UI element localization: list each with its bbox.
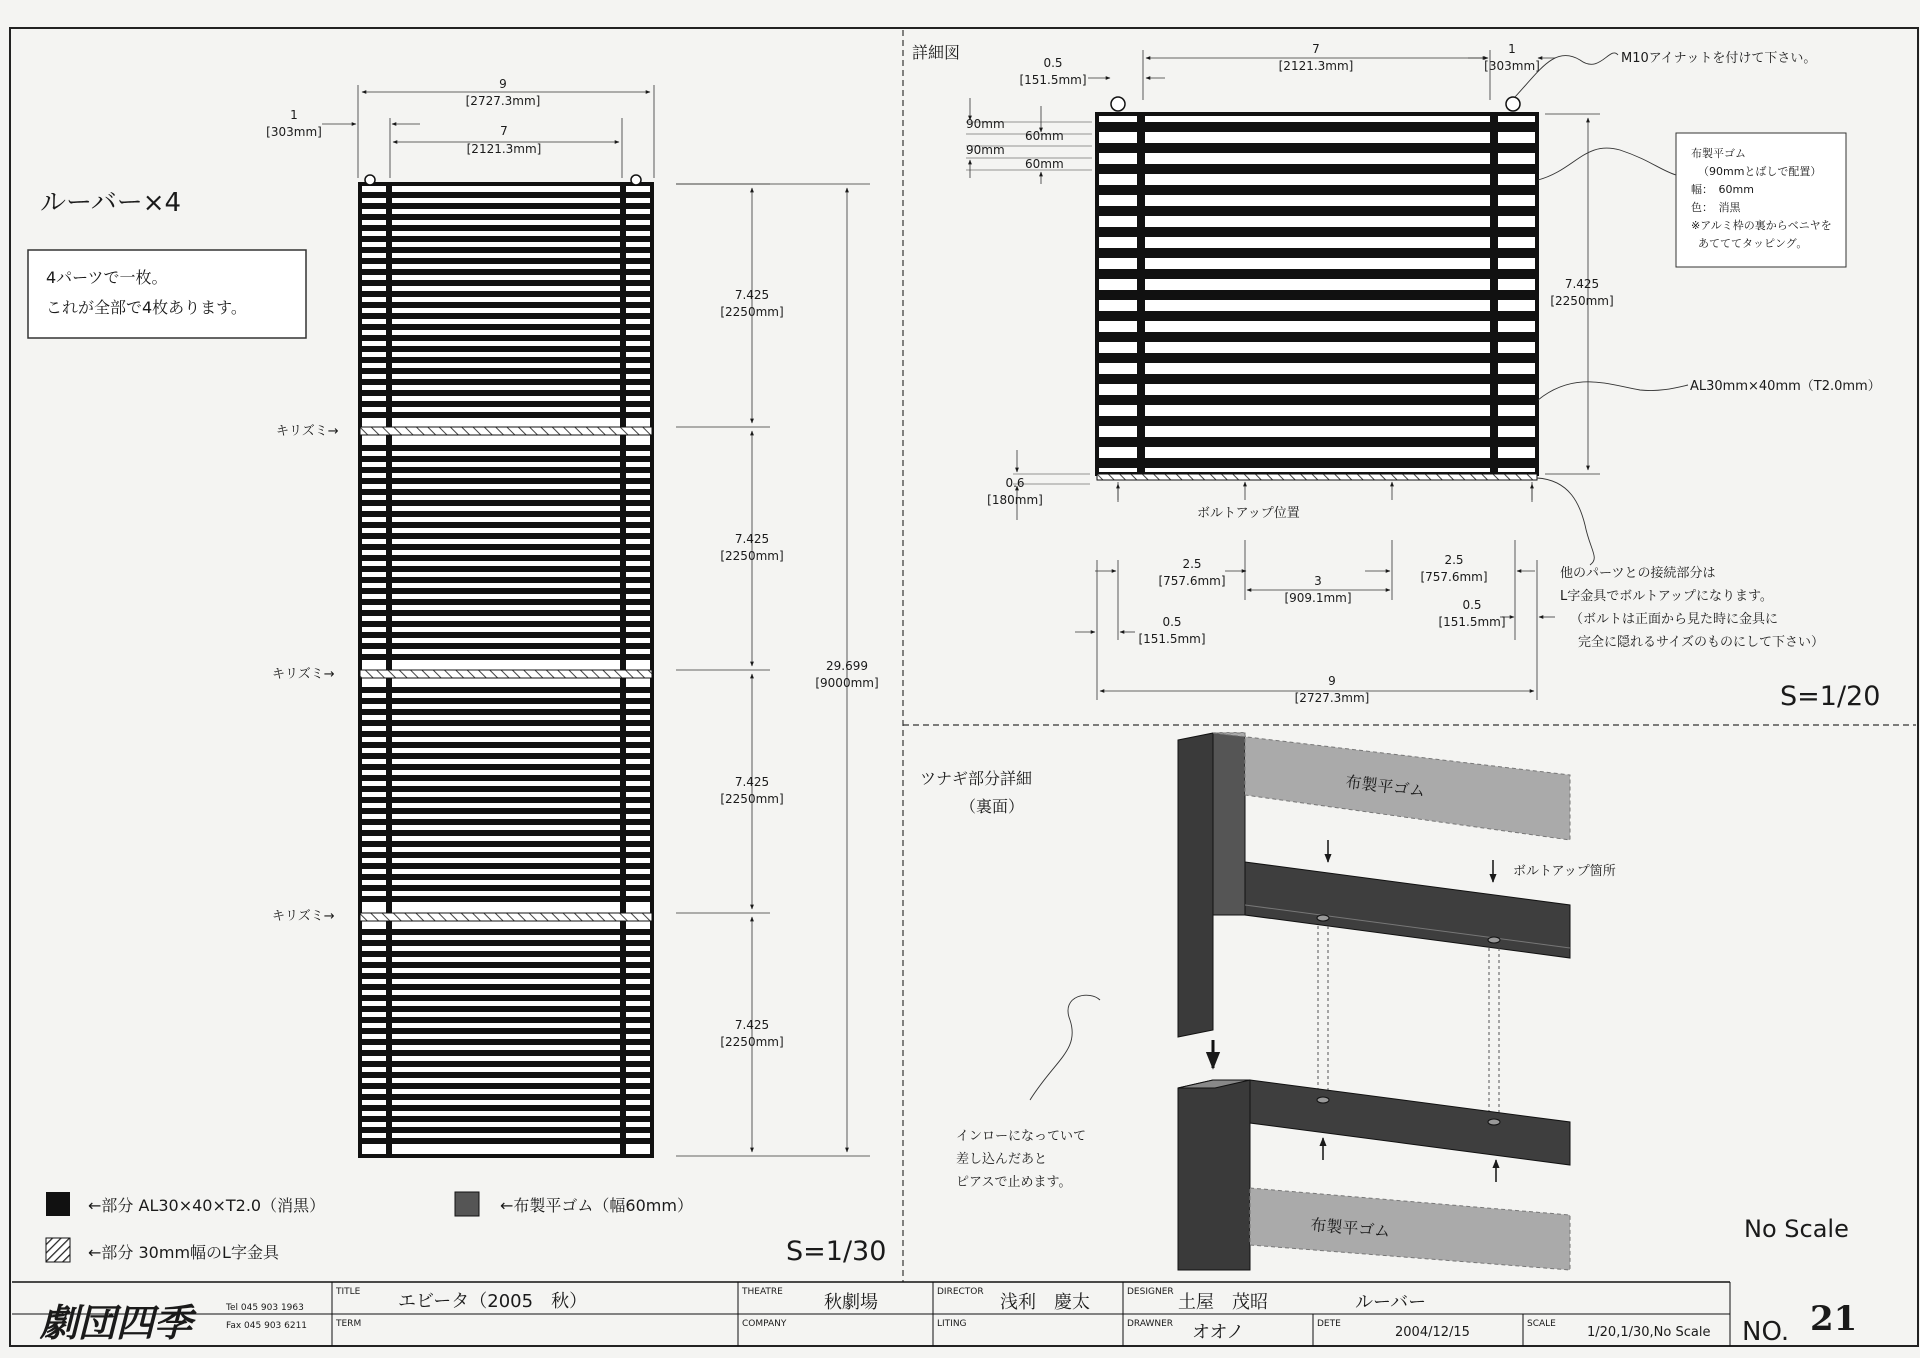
louver-slat bbox=[1097, 122, 1537, 132]
louver-slat bbox=[360, 1028, 652, 1034]
dim-section-3: 7.425 bbox=[734, 775, 770, 789]
dim-inner-width: 7 bbox=[500, 124, 508, 138]
louver-slat bbox=[360, 1138, 652, 1144]
callout-joint-line-2: L字金具でボルトアップになります。 bbox=[1560, 589, 1773, 604]
detail-dim-left-offset: 0.5 bbox=[1043, 56, 1063, 70]
louver-slat bbox=[360, 973, 652, 979]
title-header: TITLE bbox=[336, 1287, 361, 1297]
detail-dim-height-mm: [2250mm] bbox=[1550, 294, 1614, 308]
louver-slat bbox=[360, 819, 652, 825]
louver-slat bbox=[1097, 164, 1537, 174]
louver-slat bbox=[360, 1061, 652, 1067]
louver-slat bbox=[360, 830, 652, 836]
legend-swatch-rubber bbox=[455, 1192, 479, 1216]
detail-bracket-strip bbox=[1097, 474, 1537, 480]
louver-slat bbox=[360, 280, 652, 286]
louver-slat bbox=[360, 203, 652, 209]
company-header: COMPANY bbox=[742, 1319, 787, 1329]
detail-dim-bolt-edge-left: 0.5 bbox=[1162, 615, 1182, 629]
louver-slat bbox=[360, 951, 652, 957]
detail-dim-bolt-mid: 3 bbox=[1314, 574, 1322, 588]
detail-dim-bolt-edge-right-mm: [151.5mm] bbox=[1438, 615, 1506, 629]
louver-slat bbox=[360, 269, 652, 275]
sheet-no-label: NO. bbox=[1742, 1317, 1790, 1347]
sheet-border bbox=[10, 28, 1918, 1346]
louver-slat bbox=[360, 522, 652, 528]
kirizumi-label-3: キリズミ→ bbox=[272, 909, 335, 924]
louver-slat bbox=[360, 500, 652, 506]
title-block bbox=[12, 1282, 1857, 1347]
detail-dim-bottom-width: 9 bbox=[1328, 674, 1336, 688]
louver-slat bbox=[360, 643, 652, 649]
detail-dim-bolt-right: 2.5 bbox=[1444, 553, 1464, 567]
louver-elevation bbox=[28, 77, 886, 1267]
louver-slat bbox=[1097, 458, 1537, 468]
callout-al: AL30mm×40mm（T2.0mm） bbox=[1690, 379, 1881, 394]
director-header: DIRECTOR bbox=[937, 1287, 984, 1297]
legend-al: ←部分 AL30×40×T2.0（消黒） bbox=[88, 1196, 326, 1215]
dim-section-4-mm: [2250mm] bbox=[720, 1035, 784, 1049]
louver-slat bbox=[360, 874, 652, 880]
louver-slat bbox=[360, 544, 652, 550]
louver-slat bbox=[1097, 437, 1537, 447]
louver-slat bbox=[1097, 332, 1537, 342]
scale-header: SCALE bbox=[1527, 1319, 1556, 1329]
louver-slat bbox=[1097, 395, 1537, 405]
louver-slat bbox=[360, 566, 652, 572]
louver-slat bbox=[360, 236, 652, 242]
detail-left-stile bbox=[1137, 114, 1145, 474]
note-line-2: これが全部で4枚あります。 bbox=[46, 298, 247, 317]
bolt-location-label: ボルトアップ箇所 bbox=[1513, 864, 1616, 879]
detail-dim-90-b: 90mm bbox=[966, 143, 1005, 157]
kirizumi-joint-3 bbox=[360, 913, 652, 921]
louver-slat bbox=[1097, 374, 1537, 384]
callout-rubber-line-6: あてててタッピング。 bbox=[1698, 237, 1808, 250]
callout-rubber-line-1: 布製平ゴム bbox=[1691, 147, 1746, 160]
louver-slat bbox=[360, 467, 652, 473]
louver-slat bbox=[360, 599, 652, 605]
legend-rubber: ←布製平ゴム（幅60mm） bbox=[500, 1196, 693, 1215]
detail-dim-bolt-right-mm: [757.6mm] bbox=[1420, 570, 1488, 584]
louver-slat bbox=[360, 687, 652, 693]
kirizumi-label-1: キリズミ→ bbox=[276, 424, 339, 439]
designer-header: DESIGNER bbox=[1127, 1287, 1174, 1297]
louver-slat bbox=[360, 445, 652, 451]
dim-inner-width-mm: [2121.3mm] bbox=[466, 142, 542, 156]
tel: Tel 045 903 1963 bbox=[226, 1303, 304, 1313]
louver-slat bbox=[360, 852, 652, 858]
detail-dim-bolt-mid-mm: [909.1mm] bbox=[1284, 591, 1352, 605]
louver-slat bbox=[360, 720, 652, 726]
dim-total-height-mm: [9000mm] bbox=[815, 676, 879, 690]
detail-dim-60-b: 60mm bbox=[1025, 157, 1064, 171]
detail-dim-top-width-mm: [2121.3mm] bbox=[1278, 59, 1354, 73]
louver-slat bbox=[1097, 290, 1537, 300]
detail-view bbox=[912, 42, 1881, 712]
detail-eye-nut-right bbox=[1506, 97, 1520, 111]
inro-line-3: ピアスで止めます。 bbox=[956, 1175, 1072, 1190]
louver-slat bbox=[360, 511, 652, 517]
louver-slat bbox=[1097, 353, 1537, 363]
detail-heading: 詳細図 bbox=[912, 43, 961, 62]
detail-dim-90-a: 90mm bbox=[966, 117, 1005, 131]
detail-dim-60-a: 60mm bbox=[1025, 129, 1064, 143]
louver-slat bbox=[360, 346, 652, 352]
sheet-no-value: 21 bbox=[1810, 1299, 1858, 1339]
louver-slat bbox=[360, 588, 652, 594]
note-line-1: 4パーツで一枚。 bbox=[46, 268, 168, 287]
bolt-position-label: ボルトアップ位置 bbox=[1197, 506, 1300, 521]
louver-slat bbox=[360, 379, 652, 385]
louver-slat bbox=[360, 863, 652, 869]
louver-slat bbox=[360, 335, 652, 341]
louver-slat bbox=[360, 357, 652, 363]
louver-slat bbox=[360, 478, 652, 484]
kirizumi-joint-1 bbox=[360, 427, 652, 435]
louver-slat bbox=[1097, 416, 1537, 426]
louver-slat bbox=[360, 1094, 652, 1100]
louver-slat bbox=[360, 247, 652, 253]
dim-total-width: 9 bbox=[499, 77, 507, 91]
louver-slat bbox=[360, 962, 652, 968]
dim-section-3-mm: [2250mm] bbox=[720, 792, 784, 806]
detail-dim-bolt-left: 2.5 bbox=[1182, 557, 1202, 571]
louver-heading: ルーバー×4 bbox=[40, 188, 182, 218]
dim-section-4: 7.425 bbox=[734, 1018, 770, 1032]
louver-slat bbox=[360, 896, 652, 902]
dim-edge-mm: [303mm] bbox=[266, 125, 322, 139]
detail-dim-right-edge-mm: [303mm] bbox=[1484, 59, 1540, 73]
joint-detail-view bbox=[920, 733, 1849, 1270]
louver-slat bbox=[360, 291, 652, 297]
eye-nut-left bbox=[365, 175, 375, 185]
rubber-label-upper: 布製平ゴム bbox=[1344, 772, 1427, 801]
detail-dim-bottom-gap-mm: [180mm] bbox=[987, 493, 1043, 507]
joint-heading-line-1: ツナギ部分詳細 bbox=[920, 769, 1033, 788]
part-name: ルーバー bbox=[1355, 1292, 1427, 1313]
louver-slat bbox=[1097, 227, 1537, 237]
louver-slat bbox=[360, 1050, 652, 1056]
lower-post bbox=[1178, 1080, 1250, 1270]
louver-slat bbox=[360, 1039, 652, 1045]
company-logo: 劇団四季 bbox=[40, 1301, 193, 1345]
louver-slat bbox=[1097, 206, 1537, 216]
detail-dim-bottom-width-mm: [2727.3mm] bbox=[1294, 691, 1370, 705]
louver-slat bbox=[360, 775, 652, 781]
detail-dim-top-width: 7 bbox=[1312, 42, 1320, 56]
louver-slat bbox=[360, 1017, 652, 1023]
louver-slat bbox=[360, 709, 652, 715]
callout-eye-nut: M10アイナットを付けて下さい。 bbox=[1621, 51, 1817, 66]
louver-slat bbox=[360, 1006, 652, 1012]
louver-slat bbox=[360, 610, 652, 616]
louver-slat bbox=[360, 1105, 652, 1111]
drawner-value: オオノ bbox=[1192, 1322, 1245, 1343]
detail-eye-nut-left bbox=[1111, 97, 1125, 111]
louver-slat bbox=[360, 1072, 652, 1078]
louver-slat bbox=[360, 764, 652, 770]
louver-slat bbox=[360, 533, 652, 539]
louver-slat bbox=[360, 1116, 652, 1122]
louver-slat bbox=[360, 698, 652, 704]
eye-nut-right bbox=[631, 175, 641, 185]
louver-slat bbox=[360, 412, 652, 418]
rubber-strip-lower bbox=[1250, 1188, 1570, 1270]
scale-detail: S=1/20 bbox=[1780, 681, 1881, 712]
fax: Fax 045 903 6211 bbox=[226, 1321, 308, 1331]
louver-slat bbox=[360, 313, 652, 319]
dim-section-2-mm: [2250mm] bbox=[720, 549, 784, 563]
callout-rubber-line-3: 幅： 60mm bbox=[1691, 183, 1754, 196]
dim-section-2: 7.425 bbox=[734, 532, 770, 546]
louver-slat bbox=[360, 456, 652, 462]
callout-rubber-line-5: ※アルミ枠の裏からベニヤを bbox=[1691, 219, 1832, 232]
dim-edge: 1 bbox=[290, 108, 298, 122]
note-box bbox=[28, 250, 306, 338]
louver-slat bbox=[360, 742, 652, 748]
louver-slat bbox=[360, 984, 652, 990]
upper-post bbox=[1178, 733, 1213, 1037]
louver-slat bbox=[360, 368, 652, 374]
louver-slat bbox=[360, 302, 652, 308]
louver-slat bbox=[360, 753, 652, 759]
louver-slat bbox=[360, 577, 652, 583]
lower-bracket bbox=[1250, 1080, 1570, 1165]
dim-section-1: 7.425 bbox=[734, 288, 770, 302]
louver-slat bbox=[360, 258, 652, 264]
louver-slat bbox=[360, 841, 652, 847]
legend-swatch-al bbox=[46, 1192, 70, 1216]
kirizumi-label-2: キリズミ→ bbox=[272, 667, 335, 682]
designer-value: 土屋 茂昭 bbox=[1178, 1292, 1268, 1313]
louver-slat bbox=[360, 940, 652, 946]
louver-slat bbox=[1097, 248, 1537, 258]
dim-total-width-mm: [2727.3mm] bbox=[465, 94, 541, 108]
term-header: TERM bbox=[336, 1319, 362, 1329]
scale-joint: No Scale bbox=[1744, 1215, 1849, 1243]
louver-slat bbox=[1097, 143, 1537, 153]
drawner-header: DRAWNER bbox=[1127, 1319, 1174, 1329]
louver-slat bbox=[360, 401, 652, 407]
legend-swatch-bracket bbox=[46, 1238, 70, 1262]
louver-slat bbox=[360, 1083, 652, 1089]
louver-slat bbox=[360, 808, 652, 814]
detail-dim-bolt-edge-right: 0.5 bbox=[1462, 598, 1482, 612]
date-value: 2004/12/15 bbox=[1395, 1325, 1470, 1340]
scale-left: S=1/30 bbox=[786, 1236, 887, 1267]
legend-bracket: ←部分 30mm幅のL字金具 bbox=[88, 1243, 279, 1262]
louver-slat bbox=[1097, 185, 1537, 195]
date-header: DETE bbox=[1317, 1319, 1341, 1329]
detail-dim-right-edge: 1 bbox=[1508, 42, 1516, 56]
louver-slat bbox=[360, 1127, 652, 1133]
dim-total-height: 29.699 bbox=[826, 659, 868, 673]
louver-slat bbox=[360, 324, 652, 330]
louver-slat bbox=[1097, 311, 1537, 321]
detail-dim-bottom-gap: 0.6 bbox=[1005, 476, 1025, 490]
louver-slat bbox=[1097, 269, 1537, 279]
joint-heading-line-2: （裏面） bbox=[960, 797, 1025, 816]
louver-slat bbox=[360, 885, 652, 891]
detail-dim-height: 7.425 bbox=[1564, 277, 1600, 291]
louver-slat bbox=[360, 654, 652, 660]
dim-section-1-mm: [2250mm] bbox=[720, 305, 784, 319]
theatre-value: 秋劇場 bbox=[824, 1292, 878, 1313]
louver-slat bbox=[360, 621, 652, 627]
louver-slat bbox=[360, 731, 652, 737]
theatre-header: THEATRE bbox=[742, 1287, 783, 1297]
louver-slat bbox=[360, 555, 652, 561]
louver-slat bbox=[360, 192, 652, 198]
liting-header: LITING bbox=[937, 1319, 967, 1329]
detail-dim-bolt-edge-left-mm: [151.5mm] bbox=[1138, 632, 1206, 646]
callout-joint-line-1: 他のパーツとの接続部分は bbox=[1560, 566, 1716, 581]
director-value: 浅利 慶太 bbox=[1000, 1292, 1090, 1313]
detail-dim-bolt-left-mm: [757.6mm] bbox=[1158, 574, 1226, 588]
louver-slat bbox=[360, 225, 652, 231]
title-value: エビータ（2005 秋） bbox=[398, 1291, 588, 1312]
callout-joint-line-3: （ボルトは正面から見た時に金具に bbox=[1570, 612, 1779, 627]
detail-slats bbox=[1097, 122, 1537, 468]
rubber-label-lower: 布製平ゴム bbox=[1309, 1215, 1392, 1241]
louver-slat bbox=[360, 214, 652, 220]
kirizumi-joint-2 bbox=[360, 670, 652, 678]
louver-slat bbox=[360, 390, 652, 396]
louver-slat bbox=[360, 489, 652, 495]
inro-line-1: インローになっていて bbox=[956, 1129, 1087, 1144]
detail-dim-left-offset-mm: [151.5mm] bbox=[1019, 73, 1087, 87]
detail-right-stile bbox=[1490, 114, 1498, 474]
louver-slat bbox=[360, 995, 652, 1001]
scale-value: 1/20,1/30,No Scale bbox=[1587, 1325, 1711, 1340]
callout-rubber-line-4: 色： 消黒 bbox=[1691, 201, 1741, 214]
inro-line-2: 差し込んだあと bbox=[956, 1152, 1048, 1167]
callout-joint-line-4: 完全に隠れるサイズのものにして下さい） bbox=[1578, 635, 1824, 650]
louver-slat bbox=[360, 797, 652, 803]
louver-slat bbox=[360, 929, 652, 935]
louver-slat bbox=[360, 632, 652, 638]
louver-slat bbox=[360, 786, 652, 792]
callout-rubber-line-2: （90mmとばしで配置） bbox=[1698, 165, 1822, 178]
